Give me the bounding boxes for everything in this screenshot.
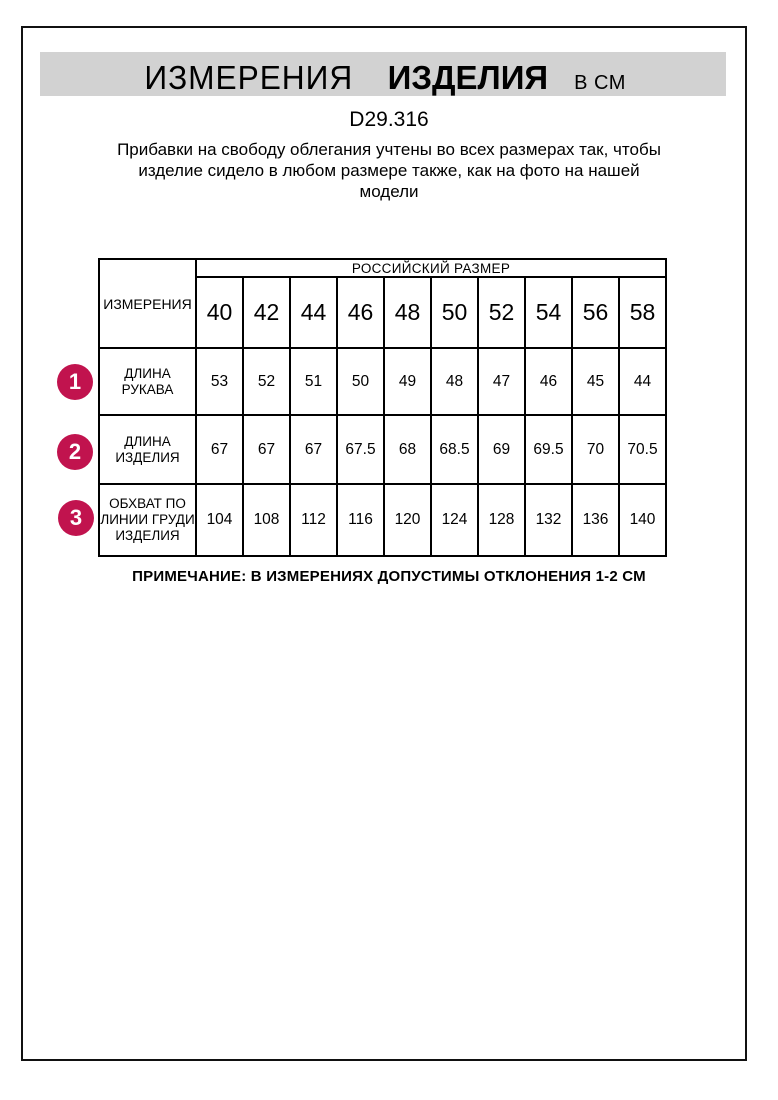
measurement-value: 104	[196, 484, 243, 556]
measurement-value: 140	[619, 484, 666, 556]
title-units: В СМ	[574, 72, 626, 94]
tolerance-note: ПРИМЕЧАНИЕ: В ИЗМЕРЕНИЯХ ДОПУСТИМЫ ОТКЛОНЕНИЯ 1-2 СМ	[132, 568, 646, 585]
subtitle-line: модели	[359, 182, 419, 201]
row-number-label: 3	[69, 505, 83, 530]
size-header-cell: 50	[431, 277, 478, 348]
size-header-cell: 56	[572, 277, 619, 348]
measurement-value: 46	[525, 348, 572, 415]
measurement-value: 53	[196, 348, 243, 415]
measurement-value: 132	[525, 484, 572, 556]
size-header-cell: 40	[196, 277, 243, 348]
measurement-value: 67	[196, 415, 243, 484]
measurement-value: 68	[384, 415, 431, 484]
size-table	[98, 258, 667, 557]
size-header-cell: 58	[619, 277, 666, 348]
subtitle-line: изделие сидело в любом размере также, как на фото на нашей	[138, 161, 640, 180]
measurement-value: 69.5	[525, 415, 572, 484]
measurements-header-cell: ИЗМЕРЕНИЯ	[99, 259, 196, 348]
row-number-label: 2	[68, 439, 82, 464]
measurement-row	[99, 348, 666, 415]
measurement-value: 52	[243, 348, 290, 415]
measurement-value: 67	[243, 415, 290, 484]
measurement-value: 49	[384, 348, 431, 415]
measurement-value: 67.5	[337, 415, 384, 484]
measurement-label: ДЛИНА ИЗДЕЛИЯ	[99, 415, 196, 484]
measurement-value: 116	[337, 484, 384, 556]
measurement-value: 47	[478, 348, 525, 415]
row-number-badge-1	[57, 364, 93, 400]
subtitle	[0, 139, 778, 202]
size-header-cell: 54	[525, 277, 572, 348]
size-header-cell: 48	[384, 277, 431, 348]
russian-size-header-cell: РОССИЙСКИЙ РАЗМЕР	[196, 259, 666, 277]
measurement-value: 120	[384, 484, 431, 556]
size-header-cell: 42	[243, 277, 290, 348]
row-number-badge-3	[58, 500, 94, 536]
measurement-value: 45	[572, 348, 619, 415]
measurement-row	[99, 484, 666, 556]
measurement-value: 70.5	[619, 415, 666, 484]
size-header-cell: 46	[337, 277, 384, 348]
measurement-value: 50	[337, 348, 384, 415]
measurement-label: ДЛИНА РУКАВА	[99, 348, 196, 415]
measurement-value: 108	[243, 484, 290, 556]
measurement-row	[99, 415, 666, 484]
measurement-value: 69	[478, 415, 525, 484]
measurement-value: 44	[619, 348, 666, 415]
title-banner	[40, 52, 726, 96]
title-word-product: ИЗДЕЛИЯ	[387, 59, 549, 96]
group-header-row	[99, 259, 666, 277]
size-header-cell: 44	[290, 277, 337, 348]
product-code: D29.316	[349, 108, 429, 131]
measurement-value: 124	[431, 484, 478, 556]
measurement-value: 136	[572, 484, 619, 556]
row-number-label: 1	[68, 369, 82, 394]
measurement-value: 68.5	[431, 415, 478, 484]
measurement-value: 70	[572, 415, 619, 484]
measurement-value: 112	[290, 484, 337, 556]
measurement-value: 48	[431, 348, 478, 415]
measurement-value: 51	[290, 348, 337, 415]
measurement-value: 67	[290, 415, 337, 484]
subtitle-line: Прибавки на свободу облегания учтены во всех размерах так, чтобы	[117, 140, 661, 159]
measurement-value: 128	[478, 484, 525, 556]
measurement-label: ОБХВАТ ПО ЛИНИИ ГРУДИ ИЗДЕЛИЯ	[99, 484, 196, 556]
row-number-badge-2	[57, 434, 93, 470]
size-header-cell: 52	[478, 277, 525, 348]
title-word-measurements: ИЗМЕРЕНИЯ	[144, 59, 354, 96]
